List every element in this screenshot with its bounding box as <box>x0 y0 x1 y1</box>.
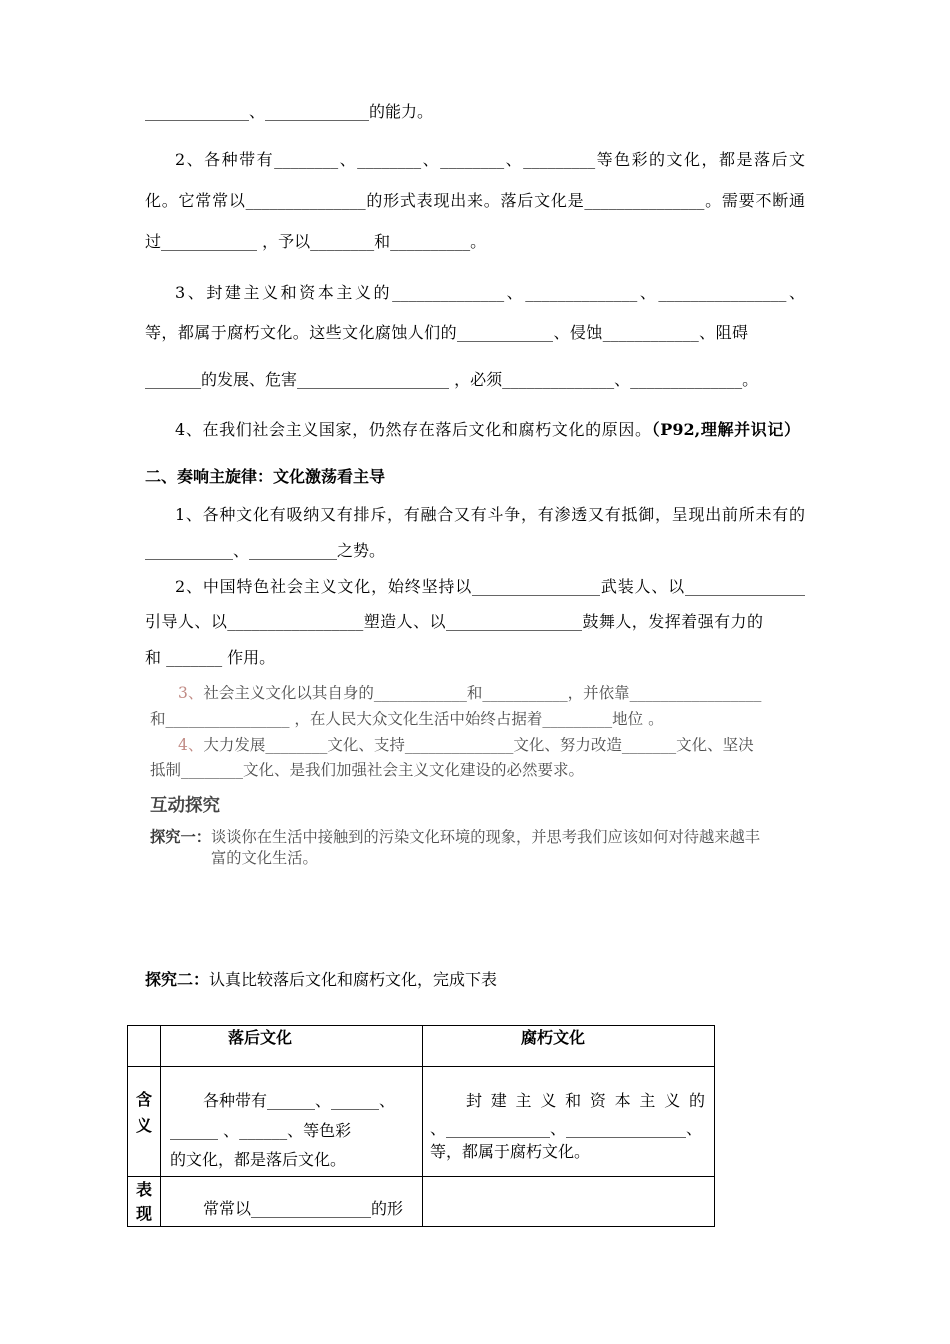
p2-q1-line-1: 1、各种文化有吸纳又有排斥，有融合又有斗争，有渗透又有抵御，呈现出前所未有的 <box>175 505 805 524</box>
q4-line <box>175 420 800 440</box>
excerpt-q4-text: 大力发展________文化、支持______________文化、努力改造_______文化、坚决 <box>203 736 754 754</box>
meaning-backward-line-1: 各种带有______、______、 <box>203 1091 396 1110</box>
q3-line-2: 等，都属于腐朽文化。这些文化腐蚀人们的____________、侵蚀____________、阻碍 <box>145 323 748 342</box>
q4-note: （P92,理解并识记） <box>651 420 800 439</box>
excerpt-q3-line-1 <box>178 683 761 703</box>
meaning-decadent-line-2: 、_____________、_______________、 <box>430 1119 703 1138</box>
meaning-backward-line-2: ______ 、______、等色彩 <box>170 1121 352 1140</box>
expression-backward-line-1: 常常以_______________的形 <box>203 1199 404 1218</box>
explore2-text: 认真比较落后文化和腐朽文化，完成下表 <box>209 970 498 989</box>
q3-line-1: 3、封建主义和资本主义的______________、______________、________________、 <box>175 283 805 302</box>
explore2-line <box>145 970 497 990</box>
excerpt-q4-line-2: 抵制________文化、是我们加强社会主义文化建设的必然要求。 <box>150 761 585 779</box>
row-meaning-label: 含义 <box>135 1090 152 1135</box>
meaning-decadent-line-1: 封建主义和资本主义的 <box>466 1091 705 1110</box>
q2-line-2: 化。它常常以_______________的形式表现出来。落后文化是_______________。需要不断通 <box>145 191 805 210</box>
explore2-label: 探究二： <box>145 970 210 989</box>
q2-line-1: 2、各种带有________、________、________、_________等色彩的文化，都是落后文 <box>175 150 805 169</box>
interactive-heading: 互动探究 <box>150 796 220 816</box>
q3-line-3: _______的发展、危害___________________ ，必须______________、______________。 <box>145 370 759 389</box>
excerpt-q3-number: 3、 <box>178 684 204 702</box>
header-decadent-label: 腐朽文化 <box>521 1028 586 1047</box>
excerpt-q4-line-1 <box>178 735 754 755</box>
q2-line-3: 过____________ ，予以________和__________。 <box>145 232 487 251</box>
row-expression-label: 表现 <box>135 1180 152 1223</box>
header-backward-label: 落后文化 <box>228 1028 293 1047</box>
excerpt-q3-text: 社会主义文化以其自身的____________和___________，并依靠_________________ <box>203 684 762 702</box>
q4-text: 4、在我们社会主义国家，仍然存在落后文化和腐朽文化的原因。 <box>175 420 652 439</box>
row-expression-label-cell <box>128 1177 161 1227</box>
table-header-backward <box>161 1026 423 1067</box>
table-header-decadent <box>423 1026 715 1067</box>
explore1-line-2: 富的文化生活。 <box>211 849 318 867</box>
section-heading: 二、奏响主旋律：文化激荡看主导 <box>145 467 386 486</box>
meaning-decadent-line-3: 等，都属于腐朽文化。 <box>430 1142 591 1161</box>
p2-q2-line-2: 引导人、以_________________塑造人、以_________________鼓舞人，发挥着强有力的 <box>145 612 763 631</box>
explore1-line-1 <box>150 827 760 847</box>
excerpt-q4-number: 4、 <box>178 736 204 754</box>
q1-line-tail: _____________、_____________的能力。 <box>145 102 434 121</box>
explore1-text: 谈谈你在生活中接触到的污染文化环境的现象，并思考我们应该如何对待越来越丰 <box>211 828 760 846</box>
row-expression-decadent-cell <box>423 1177 715 1227</box>
row-meaning-label-cell <box>128 1067 161 1177</box>
excerpt-q3-line-2: 和________________ ，在人民大众文化生活中始终占据着_________地位 。 <box>150 710 664 728</box>
row-meaning-decadent-cell <box>423 1067 715 1177</box>
row-expression-backward-cell <box>161 1177 423 1227</box>
meaning-backward-line-3: 的文化，都是落后文化。 <box>170 1150 347 1169</box>
p2-q2-line-1: 2、中国特色社会主义文化，始终坚持以________________武装人、以_______________ <box>175 577 805 596</box>
p2-q2-line-3: 和 _______ 作用。 <box>145 648 276 667</box>
comparison-table <box>127 1025 715 1227</box>
explore1-label: 探究一： <box>150 828 211 846</box>
table-corner-cell <box>128 1026 161 1067</box>
row-meaning-backward-cell <box>161 1067 423 1177</box>
p2-q1-line-2: ___________、___________之势。 <box>145 541 386 560</box>
